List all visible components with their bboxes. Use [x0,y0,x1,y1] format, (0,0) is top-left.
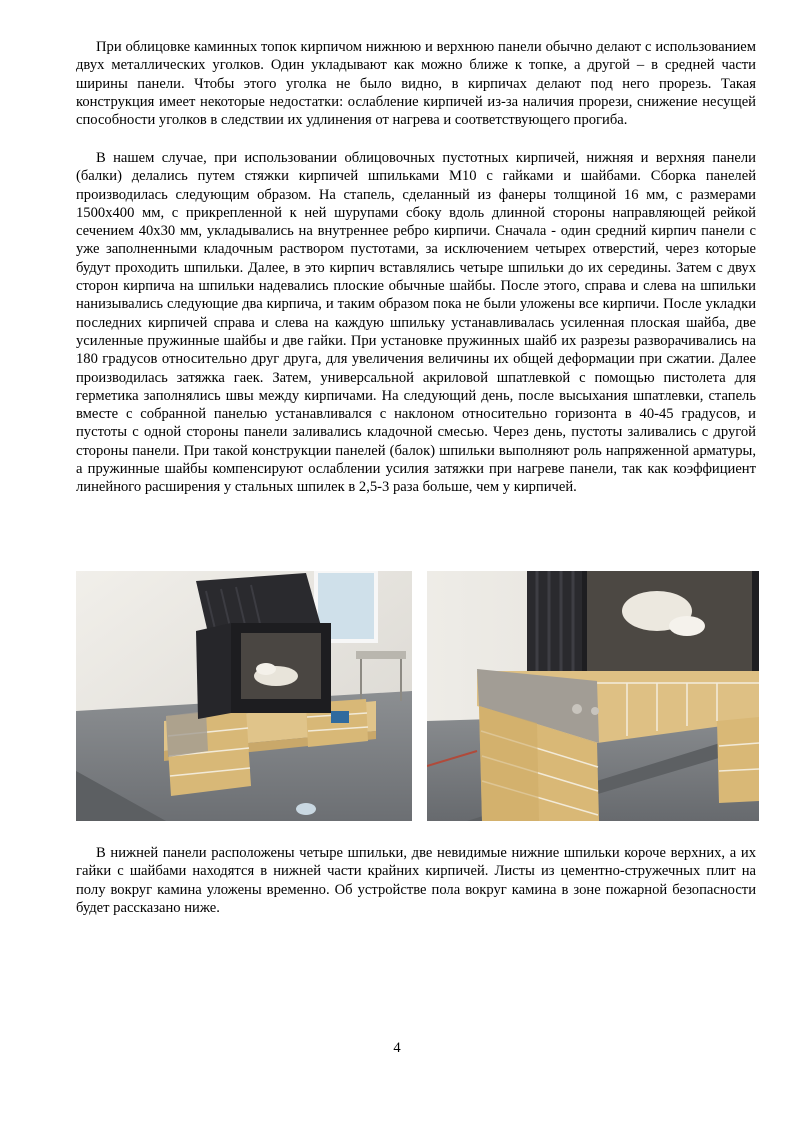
paragraph-1: При облицовке каминных топок кирпичом нижнюю и верхнюю панели обычно делают с использованием двух металлических уголков. Один укладывают как можно ближе к топке, а другой – в средней части ширины панели. Чтобы этого уголка не было видно, в кирпичах делают под него прорезь. Такая конструкция имеет некоторые недостатки: ослабление кирпичей из-за наличия прорези, снижение несущей способности уголков в следствии их удлинения от нагрева и соответствующего прогиба. [76,39,756,129]
page-number: 4 [393,1040,401,1056]
paragraph-2: В нашем случае, при использовании облицовочных пустотных кирпичей, нижняя и верхняя панели (балки) делались путем стяжки кирпичей шпильками М10 с гайками и шайбами. Сборка панелей производилась следующим образом. На стапель, сделанный из фанеры толщиной 16 мм, с размерами 1500х400 мм, с прикрепленной к ней шурупами сбоку вдоль длинной стороны направляющей рейкой сечением 40х30 мм, укладывались на внутреннее ребро кирпичи. Сначала - один средний кирпич панели с уже заполненными кладочным раствором пустотами, за исключением четырех отверстий, через которые будут проходить шпильки. Далее, в это кирпич вставлялись четыре шпильки до их середины. Затем с двух сторон кирпича на шпильки надевались плоские обычные шайбы. После этого, справа и слева на шпильки нанизывались следующие два кирпича, и таким образом пока не были уложены все кирпичи. После укладки последних кирпичей справа и слева на каждую шпильку устанавливалась усиленная плоская шайба, две усиленные пружинные шайбы и две гайки. При установке пружинных шайб их разрезы разворачивались на 180 градусов относительно друг друга, для увеличения величины их общей деформации при сжатии. Далее производилась затяжка гаек. Затем, универсальной акриловой шпатлевкой с помощью пистолета для герметика заполнялись швы между кирпичами. На следующий день, после высыхания шпатлевки, стапель вместе с собранной панелью устанавливался с наклоном относительно горизонта в 40-45 градусов, и пустоты с одной стороны панели заливались кладочной смесью. Через день, пустоты заливались с другой стороны панели. При такой конструкции панелей (балок) шпильки выполняют роль напряженной арматуры, а пружинные шайбы компенсируют ослаблении усилия затяжки при нагреве панели, так как коэффициент линейного расширения у стальных шпилек в 2,5-3 раза больше, чем у кирпичей. [76,150,756,496]
paragraph-3: В нижней панели расположены четыре шпильки, две невидимые нижние шпильки короче верхних, а их гайки с шайбами находятся в нижней части крайних кирпичей. Листы из цементно-стружечных плит на полу вокруг камина уложены временно. Об устройстве пола вокруг камина в зоне пожарной безопасности будет рассказано ниже. [76,845,756,916]
fireplace-photo-right [427,571,759,821]
fireplace-photo-left [76,571,412,821]
